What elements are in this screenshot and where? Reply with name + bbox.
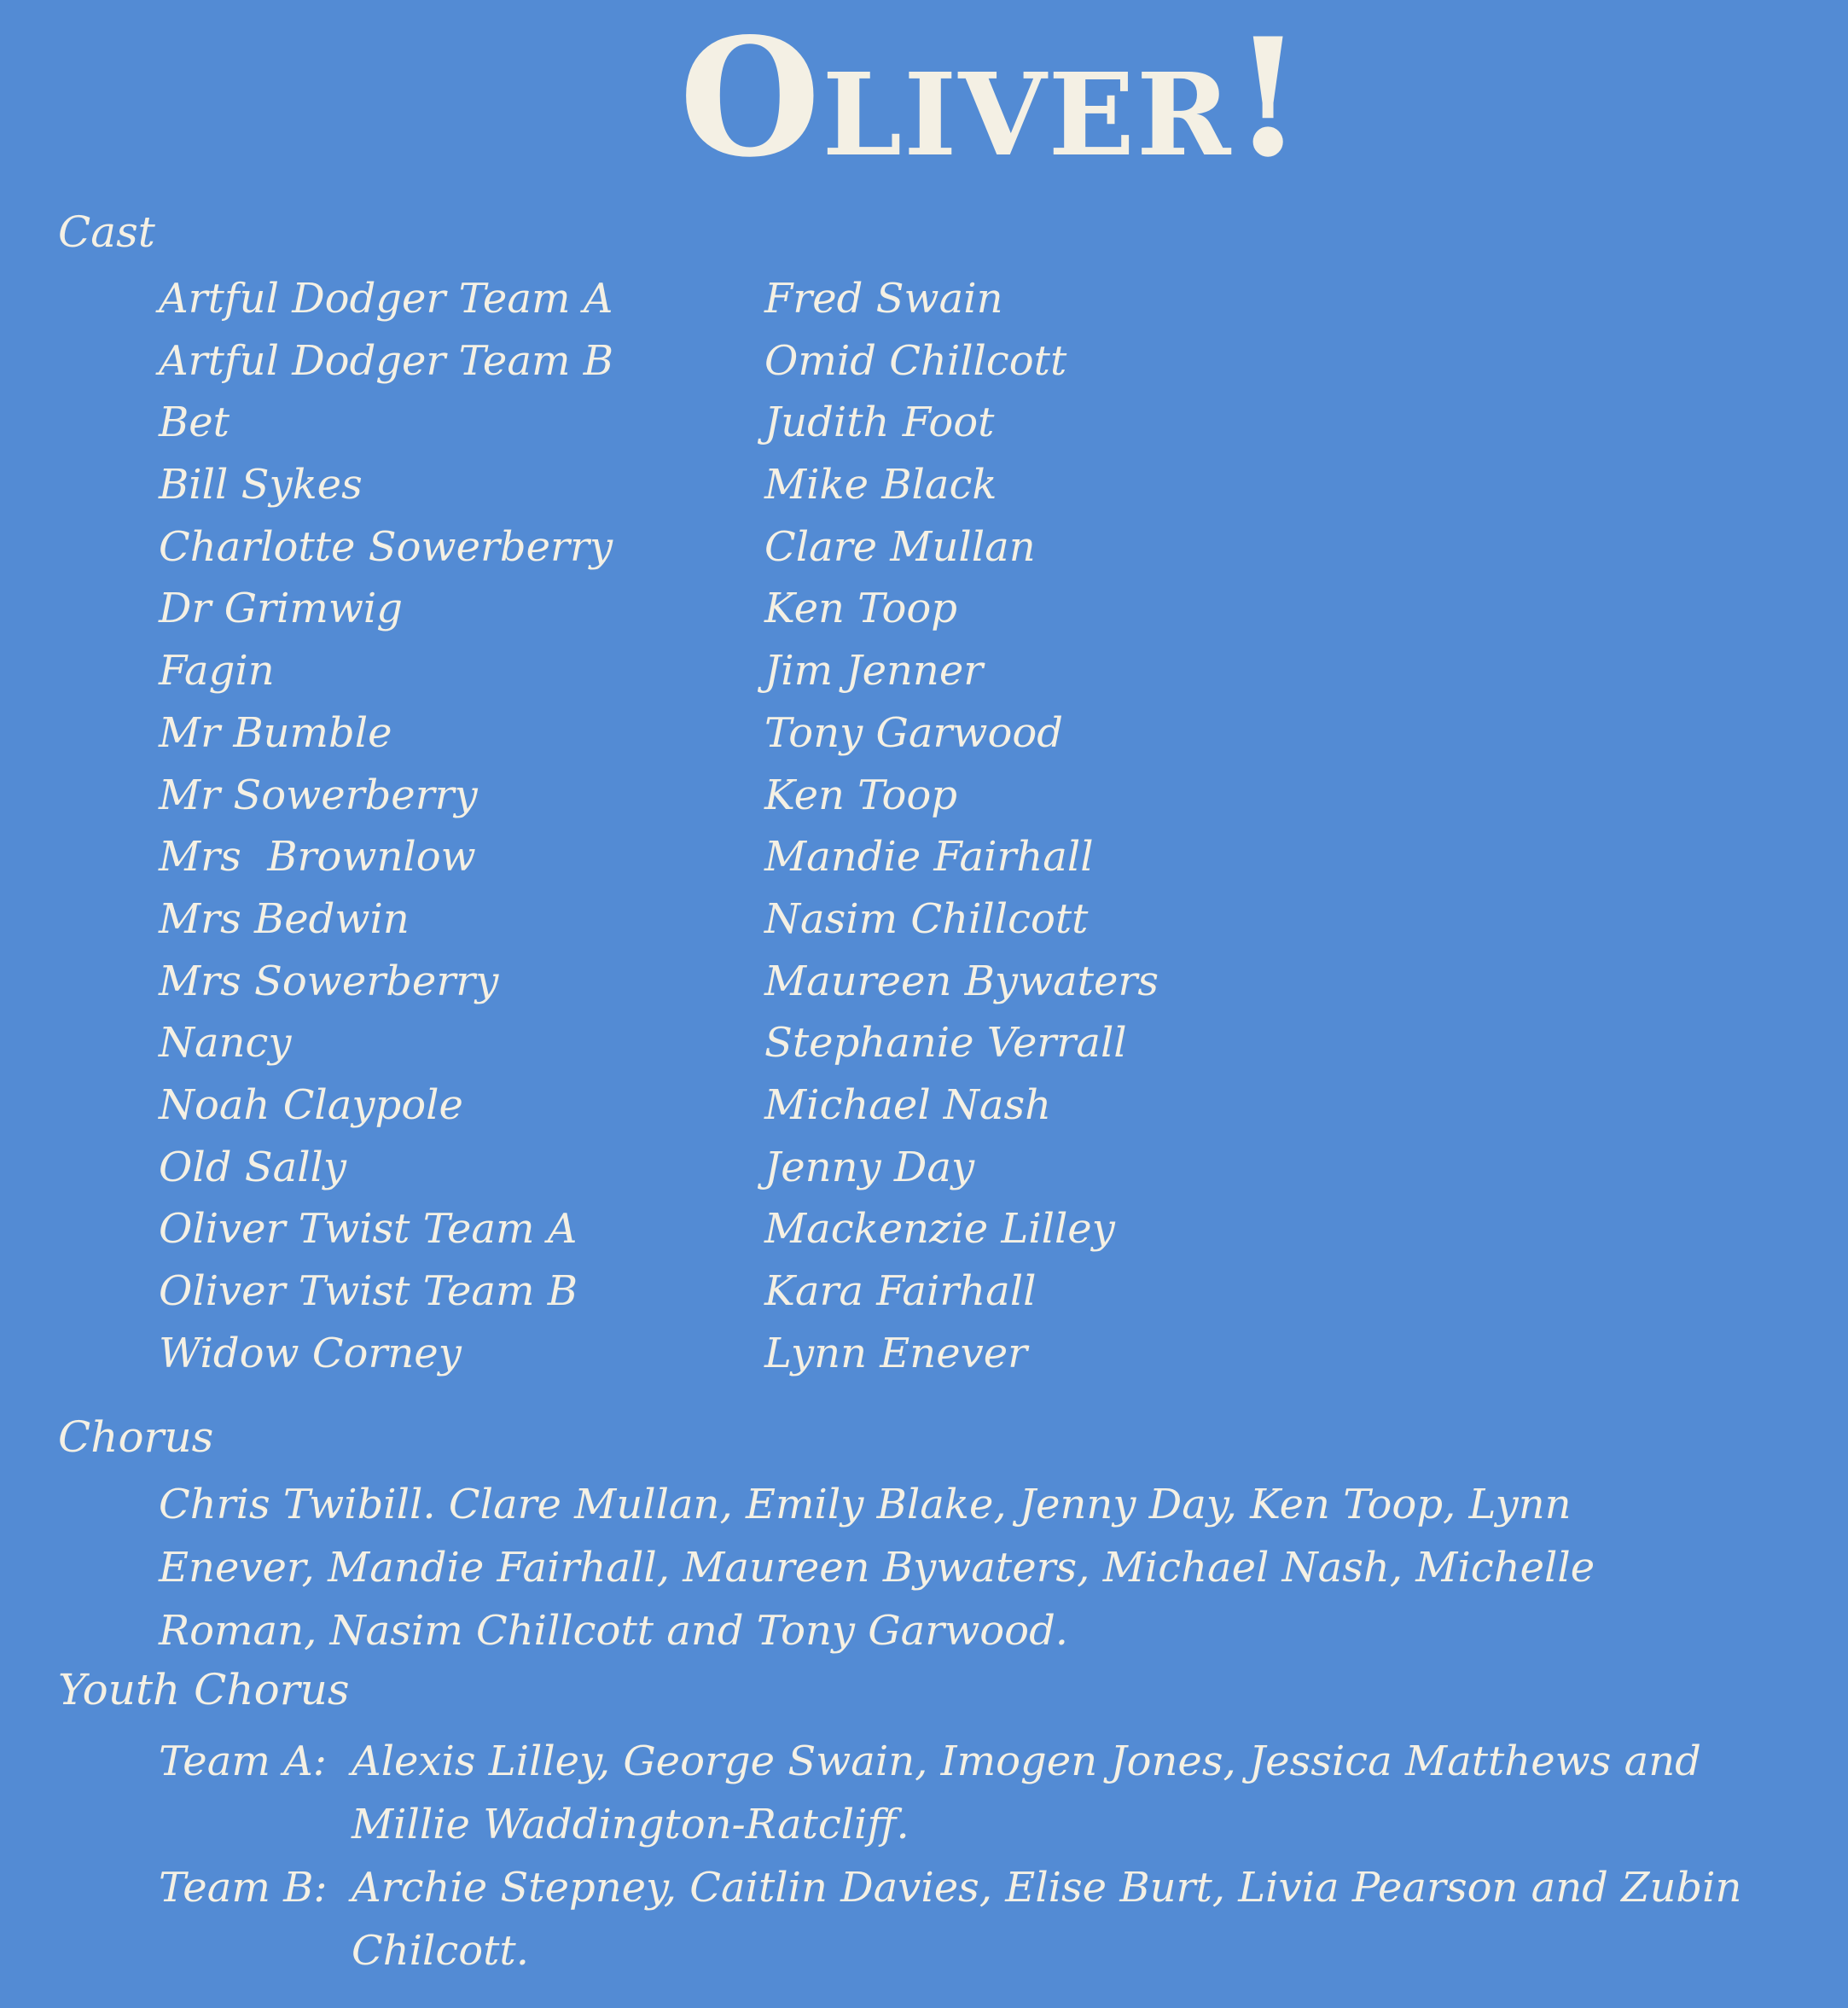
cast-actor: Jenny Day (764, 1143, 975, 1191)
team-b-members: Archie Stepney, Caitlin Davies, Elise Burt, Livia Pearson and Zubin Chilcott. (352, 1864, 1742, 1975)
cast-role: Oliver Twist Team A (159, 1205, 578, 1254)
cast-list (159, 273, 1268, 1389)
cast-role: Mr Sowerberry (159, 771, 478, 819)
cast-actor: Clare Mullan (764, 522, 1036, 571)
cast-row (159, 1266, 1268, 1328)
cast-role: Mr Bumble (159, 708, 392, 757)
cast-row (159, 956, 1268, 1018)
cast-role: Mrs Bedwin (159, 894, 410, 943)
chorus-members: Chris Twibill. Clare Mullan, Emily Blake, Jenny Day, Ken Toop, Lynn Enever, Mandie Fairhall, Maureen Bywaters, Michael Nash, Michelle Roman, Nasim Chillcott and Tony Garwood. (159, 1481, 1595, 1655)
cast-actor: Tony Garwood (764, 708, 1063, 757)
chorus-heading: Chorus (58, 1412, 214, 1462)
cast-actor: Judith Foot (764, 399, 995, 447)
cast-row (159, 770, 1268, 832)
cast-row (159, 1142, 1268, 1204)
cast-row (159, 1017, 1268, 1080)
cast-actor: Maureen Bywaters (764, 957, 1159, 1005)
cast-row (159, 645, 1268, 707)
cast-role: Noah Claypole (159, 1080, 463, 1129)
cast-role: Nancy (159, 1019, 292, 1068)
cast-role: Old Sally (159, 1143, 347, 1191)
cast-role: Fagin (159, 647, 275, 696)
cast-row (159, 397, 1268, 459)
cast-row (159, 521, 1268, 584)
cast-row (159, 1080, 1268, 1142)
cast-row (159, 459, 1268, 521)
cast-actor: Stephanie Verrall (764, 1019, 1127, 1068)
cast-actor: Michael Nash (764, 1080, 1052, 1129)
cast-row (159, 707, 1268, 770)
cast-role: Charlotte Sowerberry (159, 522, 613, 571)
cast-row (159, 1203, 1268, 1266)
cast-actor: Ken Toop (764, 585, 957, 633)
cast-role: Mrs Brownlow (159, 833, 476, 882)
cast-role: Oliver Twist Team B (159, 1267, 578, 1315)
cast-actor: Ken Toop (764, 771, 957, 819)
cast-actor: Mandie Fairhall (764, 833, 1094, 882)
cast-role: Artful Dodger Team A (159, 275, 613, 323)
cast-actor: Mackenzie Lilley (764, 1205, 1115, 1254)
cast-row (159, 583, 1268, 645)
page-title: Oliver! (679, 3, 1305, 193)
cast-row (159, 1328, 1268, 1390)
cast-row (159, 273, 1268, 335)
cast-actor: Fred Swain (764, 275, 1003, 323)
cast-actor: Lynn Enever (764, 1329, 1028, 1377)
cast-role: Bet (159, 399, 230, 447)
cast-row (159, 893, 1268, 956)
team-a-members: Alexis Lilley, George Swain, Imogen Jones, Jessica Matthews and Millie Waddington-Ratcliff. (352, 1737, 1701, 1848)
cast-actor: Mike Black (764, 461, 997, 509)
cast-actor: Jim Jenner (764, 647, 984, 696)
cast-actor: Nasim Chillcott (764, 894, 1089, 943)
cast-row (159, 831, 1268, 893)
cast-heading: Cast (58, 207, 155, 257)
cast-row (159, 335, 1268, 398)
cast-actor: Omid Chillcott (764, 336, 1067, 385)
cast-role: Artful Dodger Team B (159, 336, 613, 385)
cast-role: Dr Grimwig (159, 585, 404, 633)
cast-role: Widow Corney (159, 1329, 462, 1377)
cast-actor: Kara Fairhall (764, 1267, 1037, 1315)
team-a-label: Team A: (159, 1737, 327, 1785)
team-b-label: Team B: (159, 1864, 328, 1912)
cast-role: Mrs Sowerberry (159, 957, 499, 1005)
cast-role: Bill Sykes (159, 461, 363, 509)
youth-chorus-heading: Youth Chorus (58, 1665, 350, 1714)
